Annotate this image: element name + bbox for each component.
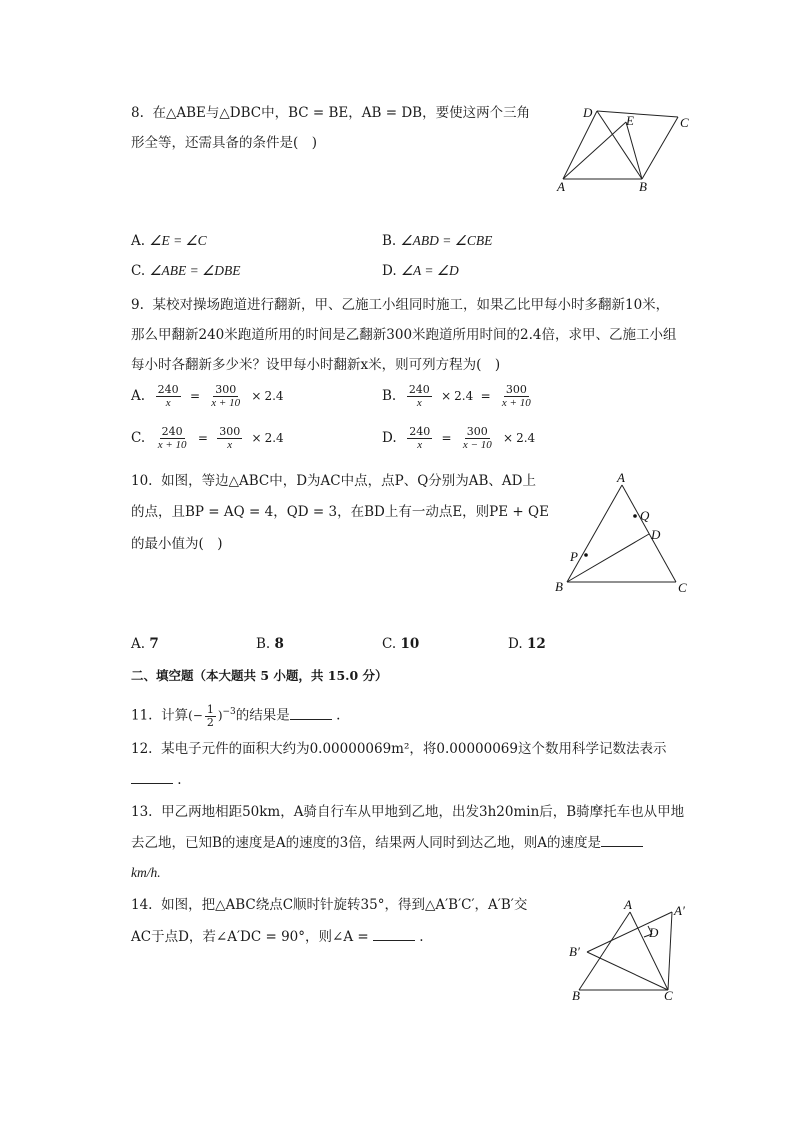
q8-line1	[131, 104, 530, 122]
q11-post-text: 的结果是	[235, 707, 290, 724]
frac-denominator: x + 10	[501, 397, 531, 409]
frac-numerator: 240	[408, 383, 430, 396]
q13-stem-1: 甲乙两地相距50km，A骑自行车从甲地到乙地，出发3h20min后，B骑摩托车也从甲地	[161, 804, 685, 820]
q9-option-b-frac1	[407, 384, 432, 409]
times-sign: ×	[251, 431, 262, 445]
q8-label-C: C	[680, 115, 689, 130]
q9-option-b-letter: B.	[382, 388, 397, 404]
q9-option-a[interactable]	[131, 384, 284, 409]
frac-numerator: 300	[219, 425, 241, 438]
q14-stem-1: 如图，把△ABC绕点C顺时针旋转35°，得到△A′B′C′，A′B′交	[161, 897, 528, 913]
q9-number: 9.	[131, 297, 144, 313]
frac-denominator: x	[227, 439, 233, 451]
q13-stem-2: 去乙地，已知B的速度是A的速度的3倍，结果两人同时到达乙地，则A的速度是	[131, 835, 602, 851]
q14-stem-2: AC于点D，若∠A′DC = 90°，则∠A =	[131, 929, 369, 945]
q12-number: 12.	[131, 741, 153, 757]
q12-answer-blank[interactable]	[131, 771, 173, 784]
q9-option-a-frac1	[156, 384, 181, 409]
section-heading: 二、填空题（本大题共 5 小题，共 15.0 分）	[131, 668, 388, 683]
q9-stem-3: 每小时各翻新多少米？设甲每小时翻新x米，则可列方程为( )	[131, 357, 501, 373]
q8-option-b[interactable]	[382, 232, 492, 250]
q10-stem-1: 如图，等边△ABC中，D为AC中点，点P、Q分别为AB、AD上	[161, 473, 537, 489]
q13-answer-blank[interactable]	[601, 834, 643, 847]
q8-option-b-text: ∠ABD = ∠CBE	[400, 233, 493, 248]
frac-denominator: 2	[206, 715, 214, 729]
q9-option-d[interactable]	[382, 426, 535, 451]
q10-option-d-text: 12	[526, 636, 546, 652]
q10-option-d-letter: D.	[508, 636, 523, 652]
q10-option-b[interactable]	[256, 635, 284, 653]
q12-end-period: .	[177, 772, 182, 788]
q9-option-c-frac2	[217, 426, 242, 451]
q10-number: 10.	[131, 473, 153, 489]
q11-fraction	[205, 704, 216, 729]
equals-sign: =	[441, 431, 452, 445]
q12-stem-1: 某电子元件的面积大约为0.00000069m²，将0.00000069这个数用科学记数法表示	[161, 741, 667, 757]
frac-numerator: 240	[409, 425, 431, 438]
times-sign: ×	[441, 389, 452, 403]
q10-label-Q: Q	[640, 508, 650, 523]
q9-option-a-frac2	[209, 384, 242, 409]
q9-stem-1: 某校对操场跑道进行翻新，甲、乙施工小组同时施工，如果乙比甲每小时多翻新10米，	[152, 297, 670, 313]
q13-line1	[131, 803, 684, 821]
q8-option-a-text: ∠E = ∠C	[149, 233, 207, 248]
times-sign: ×	[503, 431, 514, 445]
equals-sign: =	[189, 389, 200, 403]
q13-unit: km/h.	[131, 865, 161, 880]
q9-option-b[interactable]	[382, 384, 535, 409]
frac-denominator: x + 10	[157, 439, 187, 451]
q11-answer-blank[interactable]	[290, 707, 332, 720]
q9-option-d-frac2	[461, 426, 494, 451]
q10-stem-2: 的点，且BP = AQ = 4，QD = 3，在BD上有一动点E，则PE + QE	[131, 504, 549, 520]
q11-end-period: .	[336, 707, 341, 724]
equals-sign: =	[480, 389, 491, 403]
q14-number: 14.	[131, 897, 153, 913]
q10-option-d[interactable]	[508, 635, 546, 653]
q10-option-c-letter: C.	[382, 636, 397, 652]
q10-label-A: A	[617, 470, 625, 485]
q14-label-C: C	[664, 988, 673, 1003]
q14-line1	[131, 896, 527, 914]
q14-line2	[131, 928, 424, 946]
q10-label-B: B	[555, 579, 563, 594]
multiplier: 2.4	[264, 431, 284, 445]
frac-denominator: x	[165, 397, 171, 409]
q8-option-d-letter: D.	[382, 263, 397, 279]
q9-option-b-frac2	[500, 384, 533, 409]
q8-option-d-text: ∠A = ∠D	[400, 263, 459, 278]
q9-option-d-frac1	[407, 426, 432, 451]
q10-option-b-letter: B.	[256, 636, 271, 652]
q9-option-d-letter: D.	[382, 430, 397, 446]
multiplier: 2.4	[264, 389, 284, 403]
q8-figure	[550, 100, 700, 200]
q8-stem-2: 形全等，还需具备的条件是( )	[131, 135, 318, 151]
frac-numerator: 300	[466, 425, 488, 438]
q14-label-D: D	[649, 925, 659, 940]
q8-option-c[interactable]	[131, 262, 240, 280]
frac-denominator: x	[417, 439, 423, 451]
q9-option-c[interactable]	[131, 426, 284, 451]
q10-stem-3: 的最小值为( )	[131, 536, 223, 552]
q10-line1	[131, 472, 536, 490]
q14-figure	[560, 893, 700, 1005]
frac-numerator: 240	[161, 425, 183, 438]
q13-line2	[131, 834, 643, 852]
q10-figure	[550, 470, 700, 600]
q11-exponent: −3	[222, 707, 236, 717]
q14-label-A: A	[624, 897, 632, 912]
q12-line1	[131, 740, 666, 758]
frac-denominator: x − 10	[462, 439, 492, 451]
q14-label-B-prime: B′	[569, 944, 580, 959]
q9-option-c-letter: C.	[131, 430, 146, 446]
q14-label-A-prime: A′	[674, 903, 685, 918]
multiplier: 2.4	[516, 431, 536, 445]
q13-number: 13.	[131, 804, 153, 820]
q10-option-a[interactable]	[131, 635, 159, 653]
q11-line	[131, 701, 340, 729]
q9-stem-2: 那么甲翻新240米跑道所用的时间是乙翻新300米跑道所用时间的2.4倍，求甲、乙施工小组	[131, 327, 677, 343]
q11-number: 11.	[131, 707, 153, 724]
frac-denominator: x + 10	[211, 397, 241, 409]
q10-label-D: D	[651, 527, 661, 542]
frac-numerator: 300	[505, 383, 527, 396]
q10-option-c[interactable]	[382, 635, 419, 653]
q10-option-c-text: 10	[400, 636, 420, 652]
q10-label-C: C	[678, 580, 687, 595]
q9-line1	[131, 296, 669, 314]
q14-end-period: .	[419, 929, 424, 945]
q10-option-a-text: 7	[149, 636, 159, 652]
multiplier: 2.4	[454, 389, 474, 403]
q8-option-c-text: ∠ABE = ∠DBE	[149, 263, 241, 278]
q8-option-a[interactable]	[131, 232, 207, 250]
frac-denominator: x	[416, 397, 422, 409]
q8-stem-1: 在△ABE与△DBC中，BC = BE，AB = DB，要使这两个三角	[152, 105, 531, 121]
q10-option-a-letter: A.	[131, 636, 146, 652]
frac-numerator: 240	[157, 383, 179, 396]
q8-option-c-letter: C.	[131, 263, 146, 279]
q10-option-b-text: 8	[274, 636, 284, 652]
frac-numerator: 1	[206, 702, 214, 716]
frac-numerator: 300	[215, 383, 237, 396]
q8-label-B: B	[639, 179, 647, 194]
q14-answer-blank[interactable]	[373, 928, 415, 941]
q8-option-d[interactable]	[382, 262, 459, 280]
q8-label-D: D	[583, 105, 593, 120]
q8-label-A: A	[557, 179, 565, 194]
equals-sign: =	[197, 431, 208, 445]
q9-option-a-letter: A.	[131, 388, 146, 404]
q8-option-a-letter: A.	[131, 233, 146, 249]
q14-label-B: B	[572, 988, 580, 1003]
q9-option-c-frac1	[156, 426, 189, 451]
q8-label-E: E	[626, 113, 634, 128]
times-sign: ×	[251, 389, 262, 403]
q8-number: 8.	[131, 105, 144, 121]
q10-label-P: P	[570, 549, 578, 564]
q11-paren-close: )	[217, 708, 223, 723]
q12-line2	[131, 771, 182, 789]
q8-option-b-letter: B.	[382, 233, 397, 249]
q11-pre-text: 计算	[161, 707, 189, 724]
q11-paren-open: (−	[188, 708, 203, 723]
